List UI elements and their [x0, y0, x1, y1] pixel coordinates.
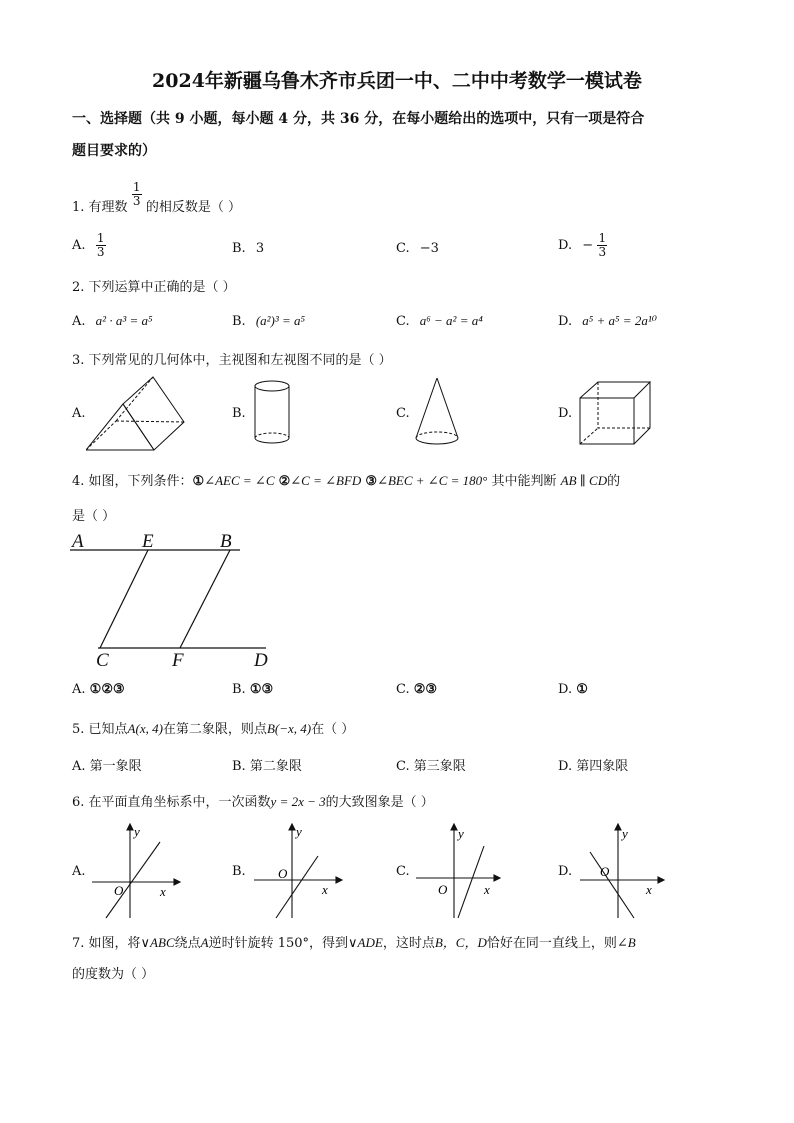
q2-option-b[interactable] [232, 313, 305, 329]
question-7-stem [72, 932, 636, 951]
condition-1-mark: ① [192, 474, 205, 489]
q4-end-text: 的 [607, 474, 621, 489]
q6-option-a-label[interactable]: A. [72, 864, 86, 879]
triangle-ade: ∨ADE [348, 935, 383, 950]
question-7-stem-line2: 的度数为（ ） [72, 967, 155, 982]
angle-b: ∠B [616, 935, 636, 950]
question-6-stem [72, 791, 434, 810]
point-c-label: C [96, 650, 109, 671]
q3-option-b-label[interactable]: B. [232, 406, 246, 421]
point-b-label: B [220, 531, 232, 552]
q2-option-c[interactable] [396, 313, 483, 329]
option-value: ①②③ [89, 682, 125, 697]
x-axis-label: x [322, 882, 328, 897]
q1-prefix: 1. 有理数 [72, 200, 128, 215]
q1-fraction-numerator: 1 [132, 180, 141, 194]
question-4-stem [72, 470, 620, 489]
option-value: ①③ [249, 682, 274, 697]
graph-option-a[interactable] [90, 822, 182, 922]
y-axis-label: y [622, 826, 628, 841]
triangle-abc: ∨ABC [140, 935, 175, 950]
segment-ec [100, 550, 148, 648]
question-1-stem [72, 176, 241, 215]
point-b-expression: B(−x, 4) [266, 721, 312, 736]
q5-option-b[interactable] [232, 755, 302, 774]
triangular-prism-figure[interactable] [86, 374, 186, 454]
section-heading-line2: 题目要求的） [72, 143, 156, 159]
q6-prefix: 6. 在平面直角坐标系中，一次函数 [72, 795, 271, 810]
option-value: 第三象限 [413, 759, 466, 774]
option-label: B. [232, 314, 246, 329]
origin-label: O [114, 883, 124, 898]
q5-suffix: 在（ ） [311, 722, 355, 737]
section-heading-line1: 一、选择题（共 9 小题，每小题 4 分，共 36 分，在每小题给出的选项中，只有一项是符合 [72, 111, 645, 127]
option-label: C. [396, 759, 410, 774]
q4-prefix: 4. 如图，下列条件： [72, 474, 193, 489]
question-2-stem: 2. 下列运算中正确的是（ ） [72, 280, 236, 295]
x-axis-label: x [484, 882, 490, 897]
condition-2: ∠C = ∠BFD [290, 473, 362, 488]
q2-option-d[interactable] [558, 313, 657, 329]
q4-option-b[interactable] [232, 682, 273, 697]
cone-figure[interactable] [412, 376, 462, 448]
q1-option-a[interactable] [72, 232, 106, 259]
q2-option-a[interactable] [72, 313, 153, 329]
q7-text-1: 绕点 [174, 936, 201, 951]
condition-2-mark: ② [278, 474, 291, 489]
condition-3: ∠BEC + ∠C = 180° [377, 473, 488, 488]
q3-option-c-label[interactable]: C. [396, 406, 410, 421]
exam-title: 2024年新疆乌鲁木齐市兵团一中、二中中考数学一模试卷 [152, 70, 642, 92]
point-a: A [200, 935, 209, 950]
option-label: D. [558, 759, 573, 774]
origin-label: O [438, 882, 448, 897]
option-label: D. [558, 682, 573, 697]
option-label: B. [232, 241, 246, 256]
q1-option-a-fraction [96, 232, 106, 259]
point-e-label: E [142, 531, 154, 552]
option-label: B. [232, 759, 246, 774]
q5-prefix: 5. 已知点 [72, 722, 128, 737]
option-value: ②③ [413, 682, 438, 697]
q1-fraction [132, 181, 142, 208]
numerator: 1 [598, 231, 607, 245]
point-f-label: F [172, 650, 184, 671]
option-label: A. [72, 682, 86, 697]
option-value: 第一象限 [89, 759, 142, 774]
option-label: D. [558, 238, 573, 253]
option-label: C. [396, 682, 410, 697]
option-label: A. [72, 759, 86, 774]
point-a-expression: A(x, 4) [127, 721, 163, 736]
option-label: C. [396, 314, 410, 329]
question-3-stem: 3. 下列常见的几何体中，主视图和左视图不同的是（ ） [72, 353, 392, 368]
graph-option-b[interactable] [252, 822, 344, 922]
points-bcd: B，C，D [434, 935, 487, 950]
q3-option-a-label[interactable]: A. [72, 406, 86, 421]
option-label: D. [558, 314, 573, 329]
point-a-label: A [72, 531, 84, 552]
option-label: C. [396, 241, 410, 256]
option-expression: (a²)³ = a⁵ [255, 313, 306, 328]
cylinder-figure[interactable] [252, 380, 292, 446]
option-sign: − [582, 238, 594, 253]
condition-1: ∠AEC = ∠C [204, 473, 275, 488]
q1-option-c[interactable] [396, 241, 439, 256]
graph-option-c[interactable] [414, 822, 506, 922]
q7-text-4: 恰好在同一直线上，则 [486, 936, 617, 951]
option-value: ① [576, 682, 588, 697]
cube-figure[interactable] [578, 380, 654, 446]
denominator: 3 [96, 245, 105, 259]
q3-option-d-label[interactable]: D. [558, 406, 573, 421]
q1-option-b[interactable] [232, 241, 264, 256]
q7-text-2: 逆时针旋转 150°，得到 [208, 936, 349, 951]
option-label: A. [72, 238, 86, 253]
q5-mid-text: 在第二象限，则点 [162, 722, 267, 737]
q5-option-a[interactable] [72, 755, 142, 774]
q4-option-c[interactable] [396, 682, 437, 697]
q7-text-3: ，这时点 [382, 936, 435, 951]
x-axis-label: x [646, 882, 652, 897]
q4-option-d[interactable] [558, 682, 588, 697]
q4-option-a[interactable] [72, 682, 125, 697]
option-expression: a² · a³ = a⁵ [95, 313, 153, 328]
q7-prefix: 7. 如图，将 [72, 936, 141, 951]
x-axis-label: x [160, 884, 166, 899]
option-value: −3 [419, 241, 439, 256]
option-value: 第四象限 [576, 759, 629, 774]
linear-function-expression: y = 2x − 3 [270, 794, 326, 809]
q6-option-c-label[interactable]: C. [396, 864, 410, 879]
option-label: A. [72, 314, 86, 329]
question-5-stem [72, 718, 354, 737]
segment-bf [180, 550, 230, 648]
q4-mid-text: 其中能判断 [491, 474, 557, 489]
denominator: 3 [598, 245, 607, 259]
q6-option-d-label[interactable]: D. [558, 864, 573, 879]
q5-option-c[interactable] [396, 755, 466, 774]
q6-suffix: 的大致图象是（ ） [325, 795, 434, 810]
option-label: B. [232, 682, 246, 697]
parallel-relation: AB ∥ CD [560, 473, 608, 488]
y-axis-label: y [458, 826, 464, 841]
graph-option-d[interactable] [578, 822, 670, 922]
q1-option-d[interactable] [558, 232, 607, 259]
origin-label: O [600, 864, 610, 879]
condition-3-mark: ③ [365, 474, 378, 489]
q1-fraction-denominator: 3 [132, 194, 141, 208]
parallel-lines-figure [66, 530, 280, 674]
q5-option-d[interactable] [558, 755, 628, 774]
point-d-label: D [254, 650, 268, 671]
y-axis-label: y [296, 824, 302, 839]
origin-label: O [278, 866, 288, 881]
q6-option-b-label[interactable]: B. [232, 864, 246, 879]
option-value: 3 [255, 241, 265, 256]
option-value: 第二象限 [249, 759, 302, 774]
option-expression: a⁵ + a⁵ = 2a¹⁰ [582, 313, 657, 328]
numerator: 1 [96, 231, 105, 245]
question-4-stem-line2: 是（ ） [72, 509, 116, 524]
y-axis-label: y [134, 824, 140, 839]
q1-option-d-fraction [597, 232, 607, 259]
option-expression: a⁶ − a² = a⁴ [419, 313, 483, 328]
q1-suffix: 的相反数是（ ） [145, 200, 241, 215]
